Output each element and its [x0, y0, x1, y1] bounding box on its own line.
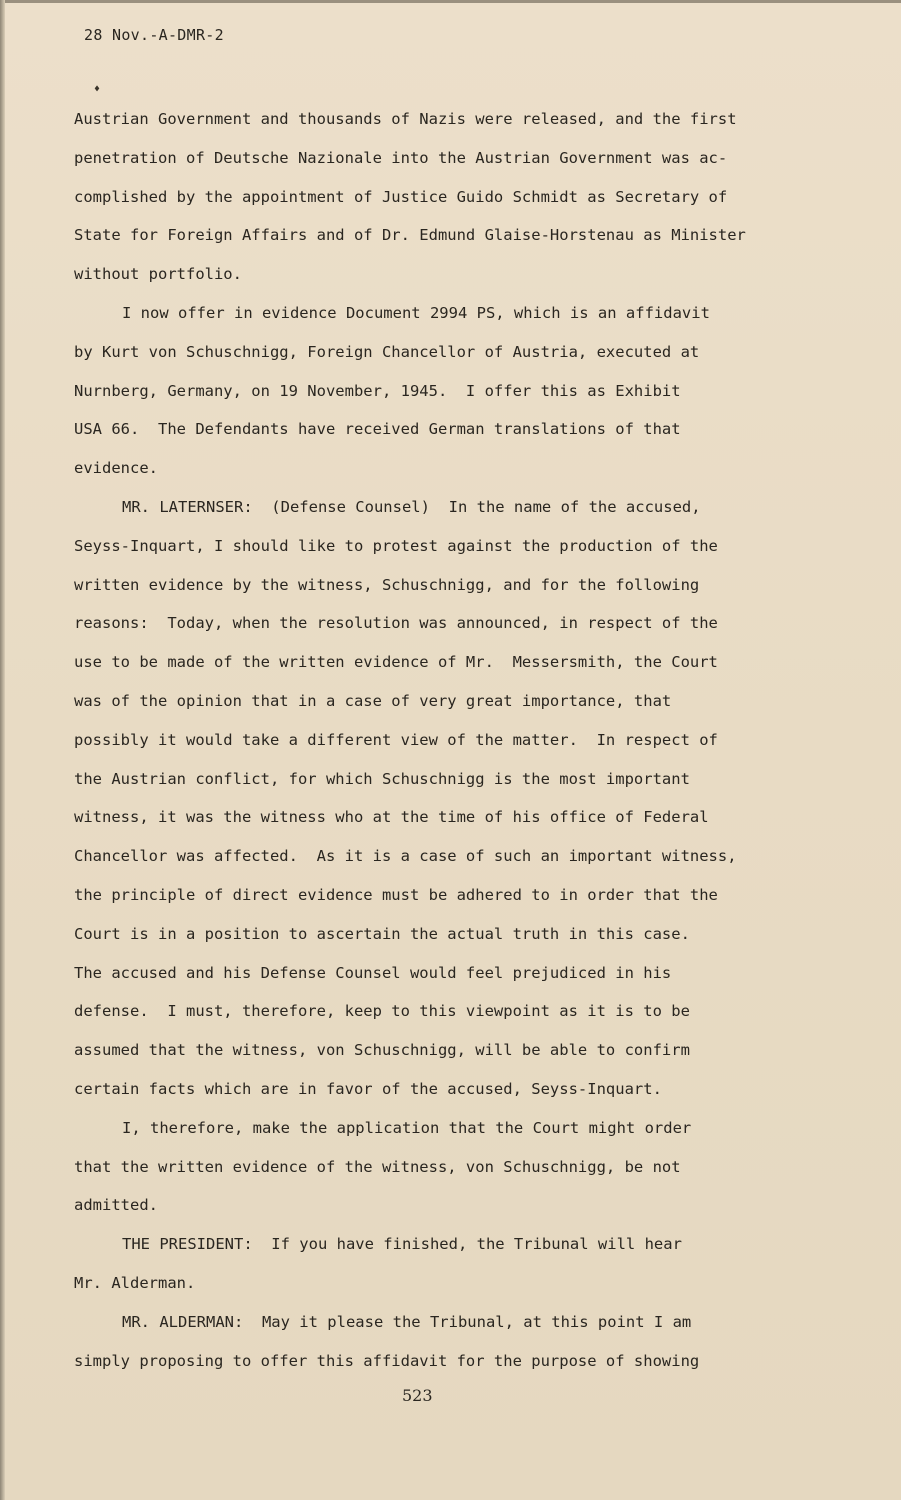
text-line: State for Foreign Affairs and of Dr. Edmund Glaise-Horstenau as Minister	[74, 226, 746, 245]
text-line: that the written evidence of the witness, von Schuschnigg, be not	[74, 1157, 681, 1176]
text-line: The accused and his Defense Counsel would feel prejudiced in his	[74, 963, 672, 982]
text-line: by Kurt von Schuschnigg, Foreign Chancellor of Austria, executed at	[74, 342, 700, 361]
text-line: possibly it would take a different view of the matter. In respect of	[74, 730, 718, 749]
text-line: MR. ALDERMAN: May it please the Tribunal, at this point I am	[122, 1312, 692, 1331]
text-line: Nurnberg, Germany, on 19 November, 1945. I offer this as Exhibit	[74, 381, 681, 400]
text-line: the principle of direct evidence must be adhered to in order that the	[74, 885, 718, 904]
text-line: reasons: Today, when the resolution was announced, in respect of the	[74, 614, 718, 633]
text-line: Austrian Government and thousands of Nazis were released, and the first	[74, 110, 737, 128]
page-number: 523	[402, 1386, 433, 1405]
text-line: Seyss-Inquart, I should like to protest against the production of the	[74, 536, 718, 555]
text-line: evidence.	[74, 459, 158, 478]
page-left-edge	[0, 0, 5, 1500]
text-line: simply proposing to offer this affidavit for the purpose of showing	[74, 1351, 700, 1370]
text-line: Chancellor was affected. As it is a case of such an important witness,	[74, 847, 737, 866]
text-line: I now offer in evidence Document 2994 PS, which is an affidavit	[122, 303, 710, 322]
text-line: admitted.	[74, 1196, 158, 1215]
text-line: complished by the appointment of Justice Guido Schmidt as Secretary of	[74, 187, 728, 206]
text-line: the Austrian conflict, for which Schuschnigg is the most important	[74, 769, 690, 788]
text-line: USA 66. The Defendants have received German translations of that	[74, 420, 681, 439]
text-line: I, therefore, make the application that the Court might order	[122, 1118, 692, 1137]
text-line: use to be made of the written evidence of Mr. Messersmith, the Court	[74, 653, 718, 672]
text-line: assumed that the witness, von Schuschnigg, will be able to confirm	[74, 1041, 690, 1060]
text-line: Mr. Alderman.	[74, 1273, 196, 1292]
text-line: THE PRESIDENT: If you have finished, the Tribunal will hear	[122, 1235, 682, 1254]
text-line: Court is in a position to ascertain the actual truth in this case.	[74, 924, 690, 943]
document-body	[74, 100, 794, 1380]
text-line: defense. I must, therefore, keep to this viewpoint as it is to be	[74, 1002, 690, 1021]
text-line: without portfolio.	[74, 265, 242, 284]
text-line: MR. LATERNSER: (Defense Counsel) In the name of the accused,	[122, 497, 701, 516]
text-line: penetration of Deutsche Nazionale into the Austrian Government was ac-	[74, 148, 728, 167]
margin-mark: ♦	[94, 84, 101, 95]
text-line: was of the opinion that in a case of very great importance, that	[74, 691, 672, 710]
text-line: certain facts which are in favor of the accused, Seyss-Inquart.	[74, 1079, 662, 1098]
text-line: witness, it was the witness who at the time of his office of Federal	[74, 808, 709, 827]
page-top-edge	[0, 0, 901, 3]
text-line: written evidence by the witness, Schuschnigg, and for the following	[74, 575, 700, 594]
document-header: 28 Nov.-A-DMR-2	[84, 26, 224, 44]
